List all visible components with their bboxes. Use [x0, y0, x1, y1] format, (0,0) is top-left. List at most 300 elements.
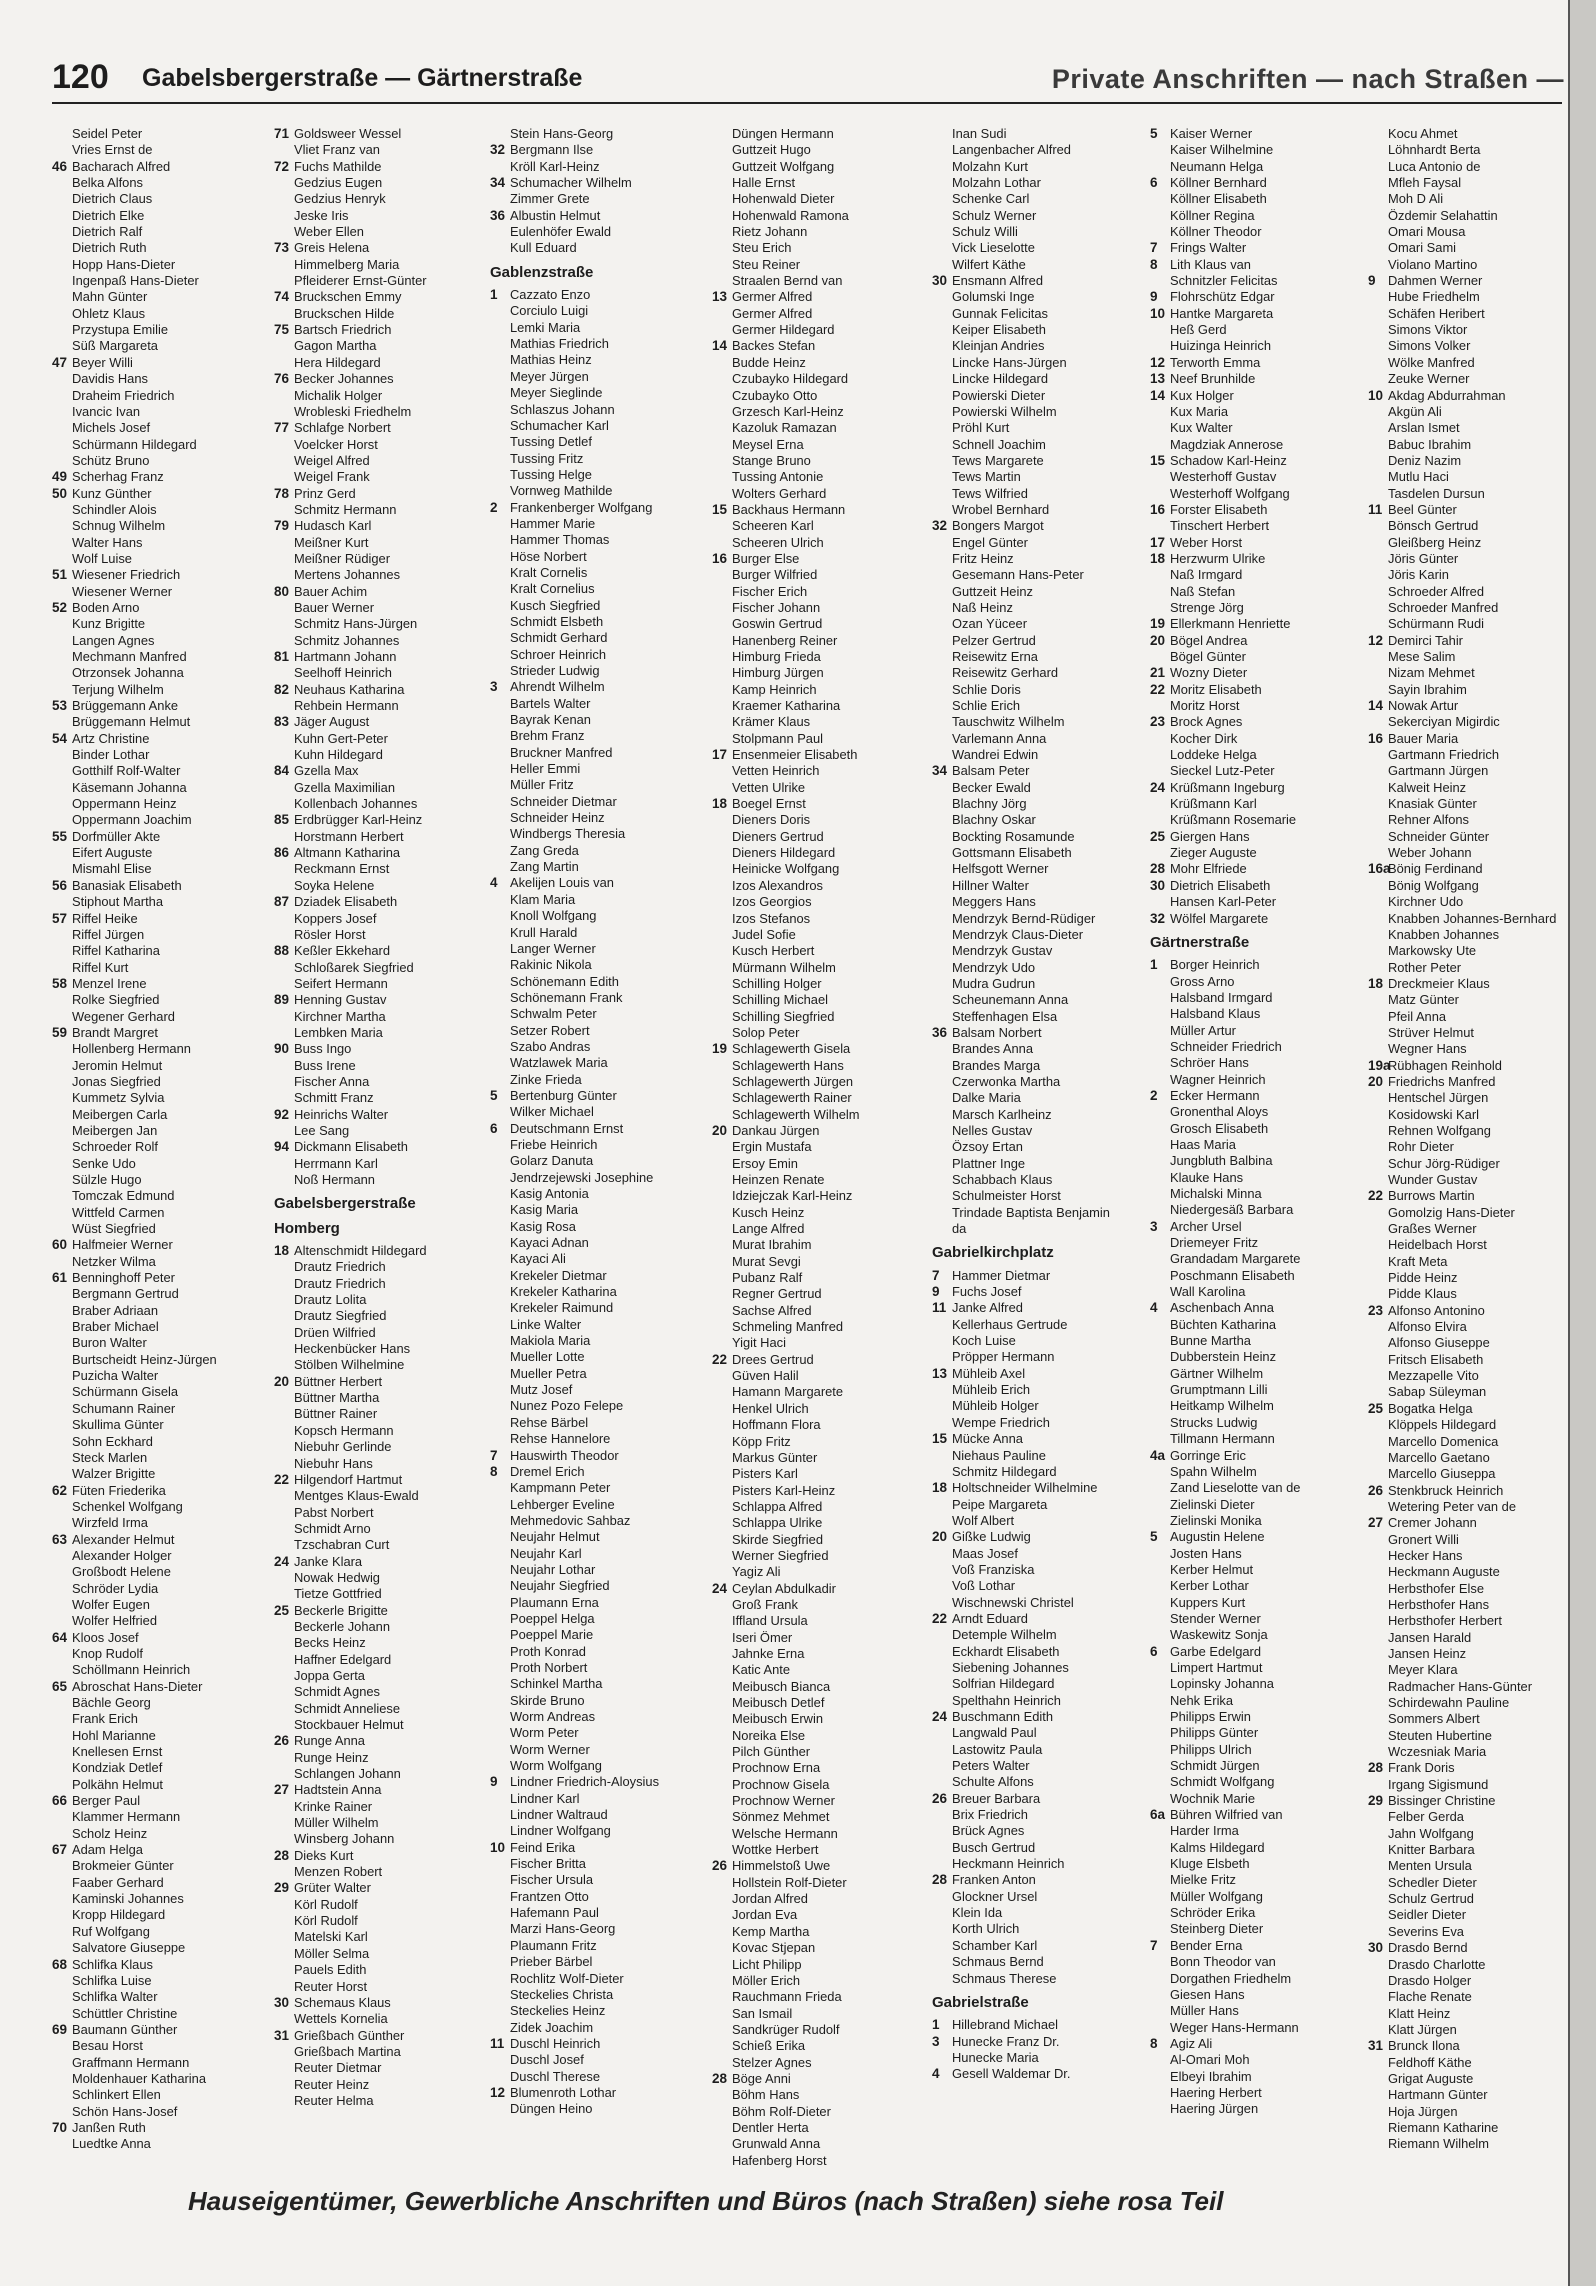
resident-name: Reuter Helma: [294, 2092, 374, 2108]
house-number: 77: [274, 420, 290, 436]
street-heading: Gärtnerstraße: [1150, 933, 1250, 951]
resident-entry: [712, 1924, 924, 1940]
resident-name: Kaiser Werner: [1170, 126, 1253, 141]
resident-entry: [52, 502, 264, 518]
resident-entry: [932, 1464, 1144, 1480]
resident-entry: [52, 1450, 264, 1466]
resident-name: Luca Antonio de: [1388, 158, 1481, 174]
resident-name: Pfleiderer Ernst-Günter: [294, 273, 427, 289]
resident-name: Irgang Sigismund: [1388, 1776, 1489, 1792]
resident-name: Murat Sevgi: [732, 1253, 801, 1269]
resident-name: Jordan Eva: [732, 1907, 798, 1923]
resident-entry: [932, 616, 1144, 632]
house-number: 31: [274, 2027, 290, 2043]
resident-entry: [932, 1889, 1144, 1905]
resident-name: Pilch Günther: [732, 1744, 811, 1760]
house-number: 25: [1150, 828, 1166, 844]
resident-entry: [1368, 469, 1568, 485]
resident-name: Skullima Günter: [72, 1417, 164, 1433]
resident-name: Lopinsky Johanna: [1170, 1676, 1274, 1692]
resident-entry: [1368, 780, 1568, 796]
resident-entry: [52, 878, 264, 894]
resident-entry: [274, 388, 486, 404]
resident-entry: [274, 1357, 486, 1373]
resident-entry: [1150, 2069, 1360, 2085]
resident-entry: [712, 1940, 924, 1956]
resident-entry: [1150, 1415, 1360, 1431]
resident-name: Harder Irma: [1170, 1823, 1239, 1839]
resident-entry: [712, 698, 924, 714]
resident-entry: [490, 303, 705, 319]
resident-name: Schur Jörg-Rüdiger: [1388, 1155, 1500, 1171]
resident-entry: [490, 1791, 705, 1807]
resident-name: Alexander Helmut: [72, 1531, 175, 1547]
resident-entry: [274, 126, 486, 142]
resident-entry: [1150, 1349, 1360, 1365]
resident-name: Pisters Karl-Heinz: [732, 1482, 836, 1498]
resident-name: Wozny Dieter: [1170, 665, 1248, 681]
resident-name: Friebe Heinrich: [510, 1136, 598, 1152]
resident-name: Babuc Ibrahim: [1388, 436, 1472, 452]
resident-entry: [1368, 2120, 1568, 2136]
resident-name: Wolters Gerhard: [732, 485, 827, 501]
resident-entry: [1150, 208, 1360, 224]
resident-name: Corciulo Luigi: [510, 303, 589, 319]
resident-entry: [1150, 682, 1360, 698]
resident-entry: [1368, 894, 1568, 910]
resident-entry: [1150, 1366, 1360, 1382]
resident-name: Meibusch Detlef: [732, 1695, 825, 1710]
resident-name: Schmitz Johannes: [294, 632, 400, 648]
resident-name: Werner Siegfried: [732, 1547, 829, 1563]
resident-name: Seidel Peter: [72, 126, 143, 141]
resident-name: Tasdelen Dursun: [1388, 485, 1485, 501]
resident-entry: [274, 1635, 486, 1651]
resident-name: Deniz Nazim: [1388, 452, 1462, 468]
resident-entry: [1150, 257, 1360, 273]
resident-entry: [52, 1270, 264, 1286]
resident-entry: [1150, 861, 1360, 877]
resident-entry: [712, 1907, 924, 1923]
resident-name: Bönig Ferdinand: [1388, 861, 1483, 877]
house-number: 26: [1368, 1482, 1384, 1498]
resident-entry: [712, 502, 924, 518]
resident-name: Czubayko Hildegard: [732, 371, 849, 387]
resident-name: Janke Klara: [294, 1553, 363, 1569]
resident-name: Steu Reiner: [732, 256, 801, 272]
resident-name: Kuhn Gert-Peter: [294, 730, 388, 746]
resident-name: Jansen Heinz: [1388, 1645, 1467, 1661]
resident-entry: [1150, 1513, 1360, 1529]
resident-name: Violano Martino: [1388, 256, 1478, 272]
resident-entry: [490, 1480, 705, 1496]
resident-name: Michels Josef: [72, 420, 151, 436]
house-number: 18: [1368, 975, 1384, 991]
resident-name: Flohrschütz Edgar: [1170, 289, 1275, 305]
resident-name: Wrobleski Friedhelm: [294, 403, 412, 419]
resident-name: Gomolzig Hans-Dieter: [1388, 1204, 1515, 1220]
resident-entry: [712, 420, 924, 436]
resident-entry: [1150, 845, 1360, 861]
resident-name: Przystupa Emilie: [72, 322, 168, 338]
resident-name: Haering Herbert: [1170, 2084, 1262, 2100]
resident-name: Vliet Franz van: [294, 142, 380, 158]
resident-name: Guttzeit Hugo: [732, 142, 811, 158]
resident-name: Hunecke Franz Dr.: [952, 2033, 1060, 2049]
resident-name: Herrmann Karl: [294, 1155, 378, 1171]
resident-entry: [1150, 159, 1360, 175]
resident-entry: [712, 2038, 924, 2054]
resident-name: Möller Selma: [294, 1945, 370, 1961]
resident-name: Gzella Max: [294, 763, 359, 779]
resident-entry: [274, 861, 486, 877]
resident-entry: [274, 1292, 486, 1308]
resident-entry: [274, 535, 486, 551]
resident-name: Mezzapelle Vito: [1388, 1368, 1479, 1384]
house-number: 5: [490, 1087, 498, 1103]
resident-name: Lindner Karl: [510, 1790, 580, 1806]
resident-name: Linke Walter: [510, 1316, 582, 1332]
resident-entry: [490, 745, 705, 761]
resident-name: Riffel Jürgen: [72, 926, 145, 942]
resident-name: Füten Friederika: [72, 1482, 166, 1498]
resident-name: Balsam Norbert: [952, 1024, 1042, 1040]
resident-entry: [52, 1466, 264, 1482]
resident-name: Dalke Maria: [952, 1090, 1021, 1106]
resident-name: Tews Wilfried: [952, 485, 1028, 501]
resident-name: Boden Arno: [72, 599, 140, 615]
resident-name: Wiesener Friedrich: [72, 567, 181, 583]
resident-name: Tinschert Herbert: [1170, 518, 1270, 534]
resident-name: Kirchner Martha: [294, 1008, 386, 1024]
resident-name: Brix Friedrich: [952, 1807, 1028, 1823]
resident-name: Tews Martin: [952, 469, 1021, 485]
resident-entry: [1150, 1333, 1360, 1349]
resident-entry: [1150, 812, 1360, 828]
resident-entry: [932, 1644, 1144, 1660]
resident-entry: [274, 1733, 486, 1749]
resident-name: Artz Christine: [72, 730, 150, 746]
resident-name: Walzer Brigitte: [72, 1466, 156, 1482]
resident-name: Matz Günter: [1388, 992, 1459, 1008]
resident-entry: [932, 1398, 1144, 1414]
resident-entry: [1368, 2038, 1568, 2054]
resident-entry: [932, 1546, 1144, 1562]
resident-entry: [1150, 649, 1360, 665]
resident-entry: [52, 1711, 264, 1727]
resident-name: Jeske Iris: [294, 207, 349, 223]
resident-entry: [932, 518, 1144, 534]
resident-entry: [1368, 2087, 1568, 2103]
resident-entry: [490, 1823, 705, 1839]
resident-entry: [712, 535, 924, 551]
resident-entry: [712, 861, 924, 877]
resident-name: Schlifka Klaus: [72, 1956, 153, 1972]
resident-entry: [52, 142, 264, 158]
resident-entry: [490, 1546, 705, 1562]
resident-name: Hopp Hans-Dieter: [72, 256, 176, 272]
resident-name: Fuchs Josef: [952, 1284, 1022, 1300]
resident-entry: [274, 600, 486, 616]
resident-name: Dremel Erich: [510, 1463, 585, 1479]
resident-entry: [52, 338, 264, 354]
resident-name: Skirde Bruno: [510, 1692, 585, 1708]
resident-name: Gross Arno: [1170, 973, 1235, 989]
house-number: 15: [932, 1431, 948, 1447]
resident-name: Kux Walter: [1170, 420, 1233, 436]
resident-name: Herbsthofer Herbert: [1388, 1613, 1502, 1629]
resident-entry: [490, 1251, 705, 1267]
resident-name: Akelijen Louis van: [510, 875, 614, 891]
resident-name: Berger Paul: [72, 1793, 141, 1809]
resident-entry: [712, 796, 924, 812]
resident-entry: [274, 1505, 486, 1521]
resident-name: Busch Gertrud: [952, 1839, 1036, 1855]
resident-name: Wrobel Bernhard: [952, 501, 1050, 517]
resident-name: Hohenwald Dieter: [732, 191, 835, 207]
resident-name: Soyka Helene: [294, 877, 375, 893]
resident-entry: [52, 1025, 264, 1041]
resident-name: Mendrzyk Bernd-Rüdiger: [952, 910, 1096, 926]
house-number: 15: [1150, 452, 1166, 468]
resident-entry: [712, 976, 924, 992]
resident-name: Büchten Katharina: [1170, 1316, 1277, 1332]
resident-entry: [274, 1341, 486, 1357]
resident-name: Naß Heinz: [952, 599, 1013, 615]
resident-name: Reuter Heinz: [294, 2076, 370, 2092]
resident-entry: [1150, 1251, 1360, 1267]
resident-entry: [490, 336, 705, 352]
resident-entry: [712, 2104, 924, 2120]
resident-name: Kayaci Ali: [510, 1251, 566, 1267]
resident-name: Henkel Ulrich: [732, 1400, 809, 1416]
resident-entry: [712, 1515, 924, 1531]
resident-entry: [712, 1646, 924, 1662]
resident-name: Schirdewahn Pauline: [1388, 1695, 1510, 1710]
resident-entry: [274, 1701, 486, 1717]
resident-name: Rübhagen Reinhold: [1388, 1057, 1502, 1073]
resident-entry: [1368, 240, 1568, 256]
resident-entry: [712, 1891, 924, 1907]
resident-name: Brück Agnes: [952, 1823, 1025, 1839]
resident-entry: [490, 1905, 705, 1921]
house-number: 8: [1150, 256, 1158, 272]
directory-column-6: [1150, 126, 1360, 2118]
resident-name: Wegener Gerhard: [72, 1008, 175, 1024]
house-number: 14: [712, 338, 728, 354]
resident-entry: [274, 1521, 486, 1537]
resident-entry: [490, 1987, 705, 2003]
house-number: 4: [932, 2066, 940, 2082]
resident-name: Brandes Marga: [952, 1057, 1041, 1073]
resident-name: Schürmann Rudi: [1388, 616, 1485, 632]
house-number: 84: [274, 763, 290, 779]
resident-name: Noreika Else: [732, 1727, 806, 1743]
resident-name: Reuter Horst: [294, 1978, 368, 1994]
resident-name: Schneider Friedrich: [1170, 1038, 1282, 1054]
resident-name: Marsch Karlheinz: [952, 1106, 1052, 1122]
resident-entry: [52, 1532, 264, 1548]
house-number: 49: [52, 469, 68, 485]
resident-entry: [1150, 1529, 1360, 1545]
resident-name: Süß Margareta: [72, 338, 158, 354]
resident-name: Holtschneider Wilhelmine: [952, 1480, 1098, 1496]
resident-entry: [1368, 600, 1568, 616]
resident-entry: [274, 208, 486, 224]
resident-name: Buss Ingo: [294, 1041, 352, 1057]
resident-entry: [1368, 943, 1568, 959]
resident-name: Hudasch Karl: [294, 518, 372, 534]
house-number: 51: [52, 567, 68, 583]
resident-entry: [712, 322, 924, 338]
house-number: 20: [712, 1122, 728, 1138]
resident-entry: [274, 927, 486, 943]
resident-name: Rehbein Hermann: [294, 698, 399, 714]
resident-entry: [490, 1039, 705, 1055]
house-number: 25: [274, 1602, 290, 1618]
resident-entry: [932, 780, 1144, 796]
resident-name: Weber Johann: [1388, 845, 1472, 861]
resident-name: Dubberstein Heinz: [1170, 1349, 1277, 1365]
resident-entry: [490, 712, 705, 728]
resident-name: Zand Lieselotte van de: [1170, 1480, 1301, 1496]
resident-entry: [490, 941, 705, 957]
resident-name: Worm Peter: [510, 1725, 579, 1741]
resident-name: Zang Greda: [510, 842, 579, 858]
resident-entry: [52, 976, 264, 992]
resident-name: Rolke Siegfried: [72, 992, 160, 1008]
resident-name: Balsam Peter: [952, 763, 1030, 779]
resident-entry: [932, 976, 1144, 992]
resident-entry: [490, 549, 705, 565]
resident-name: Rehse Hannelore: [510, 1431, 611, 1447]
resident-name: Schmidt Anneliese: [294, 1700, 401, 1716]
resident-entry: [932, 338, 1144, 354]
resident-name: Mfleh Faysal: [1388, 175, 1462, 191]
resident-name: Becker Ewald: [952, 779, 1031, 795]
resident-name: Reisewitz Gerhard: [952, 665, 1059, 681]
resident-name: Güven Halil: [732, 1368, 799, 1384]
resident-entry: [274, 1668, 486, 1684]
resident-entry: [1150, 1055, 1360, 1071]
resident-entry: [932, 1300, 1144, 1316]
resident-entry: [1368, 1417, 1568, 1433]
resident-name: Özsoy Ertan: [952, 1139, 1023, 1155]
resident-name: Wilker Michael: [510, 1104, 594, 1120]
house-number: 16: [712, 550, 728, 566]
resident-name: Himburg Jürgen: [732, 665, 824, 681]
resident-name: Kusch Heinz: [732, 1204, 805, 1220]
resident-entry: [1368, 1679, 1568, 1695]
resident-entry: [490, 2003, 705, 2019]
resident-entry: [274, 159, 486, 175]
resident-name: Bruckner Manfred: [510, 744, 613, 760]
resident-entry: [1368, 1875, 1568, 1891]
resident-entry: [1150, 469, 1360, 485]
resident-entry: [712, 1711, 924, 1727]
resident-name: Otrzonsek Johanna: [72, 665, 184, 681]
resident-name: Moh D Ali: [1388, 191, 1444, 207]
resident-entry: [932, 1284, 1144, 1300]
resident-name: Mühleib Holger: [952, 1398, 1039, 1414]
resident-entry: [52, 208, 264, 224]
resident-entry: [712, 584, 924, 600]
resident-name: Flache Renate: [1388, 1989, 1472, 2005]
resident-entry: [52, 1613, 264, 1629]
resident-name: Peipe Margareta: [952, 1496, 1048, 1512]
resident-name: Gottsmann Elisabeth: [952, 845, 1072, 861]
resident-entry: [932, 1041, 1144, 1057]
resident-name: Netzker Wilma: [72, 1253, 156, 1269]
resident-entry: [1150, 957, 1360, 973]
resident-entry: [1150, 1153, 1360, 1169]
resident-name: Groß Frank: [732, 1596, 798, 1612]
resident-name: Scheeren Ulrich: [732, 534, 824, 550]
resident-name: Tussing Antonie: [732, 469, 824, 485]
resident-entry: [1368, 1172, 1568, 1188]
resident-entry: [274, 1913, 486, 1929]
resident-name: Scherhag Franz: [72, 469, 164, 485]
resident-entry: [52, 1401, 264, 1417]
resident-name: Pröpper Hermann: [952, 1349, 1055, 1365]
resident-name: Schemaus Klaus: [294, 1994, 391, 2010]
resident-entry: [274, 371, 486, 387]
house-number: 27: [274, 1782, 290, 1798]
house-number: 62: [52, 1482, 68, 1498]
resident-entry: [1150, 1088, 1360, 1104]
house-number: 31: [1368, 2038, 1384, 2054]
house-number: 11: [490, 2035, 505, 2051]
resident-entry: [1150, 1121, 1360, 1137]
resident-name: Gesell Waldemar Dr.: [952, 2066, 1071, 2082]
resident-name: Mohr Elfriede: [1170, 861, 1247, 877]
resident-name: Westerhoff Gustav: [1170, 469, 1277, 485]
resident-entry: [932, 2050, 1144, 2066]
resident-entry: [490, 516, 705, 532]
resident-entry: [932, 747, 1144, 763]
resident-entry: [274, 976, 486, 992]
resident-entry: [1150, 974, 1360, 990]
resident-name: Grießbach Martina: [294, 2043, 401, 2059]
resident-entry: [932, 502, 1144, 518]
resident-name: Strucks Ludwig: [1170, 1414, 1258, 1430]
resident-name: Graßes Werner: [1388, 1221, 1477, 1237]
resident-name: Frantzen Otto: [510, 1888, 589, 1904]
resident-entry: [52, 1744, 264, 1760]
resident-name: Golarz Danuta: [510, 1153, 594, 1169]
street-heading: Gabrielkirchplatz: [932, 1244, 1054, 1262]
resident-entry: [52, 1940, 264, 1956]
resident-entry: [52, 1907, 264, 1923]
resident-entry: [1368, 535, 1568, 551]
resident-entry: [1150, 551, 1360, 567]
resident-name: Herzwurm Ulrike: [1170, 550, 1266, 566]
resident-entry: [1150, 1268, 1360, 1284]
house-number: 81: [274, 649, 290, 664]
resident-entry: [1150, 175, 1360, 191]
resident-name: Kux Holger: [1170, 387, 1234, 403]
resident-entry: [1368, 1532, 1568, 1548]
house-number: 11: [1368, 501, 1383, 517]
resident-name: Halsband Irmgard: [1170, 989, 1273, 1005]
resident-entry: [932, 2066, 1144, 2082]
resident-name: Bauer Maria: [1388, 730, 1459, 746]
resident-entry: [1368, 2136, 1568, 2152]
resident-entry: [52, 845, 264, 861]
resident-entry: [52, 420, 264, 436]
resident-name: Schloßarek Siegfried: [294, 959, 414, 975]
resident-name: Buron Walter: [72, 1335, 147, 1351]
